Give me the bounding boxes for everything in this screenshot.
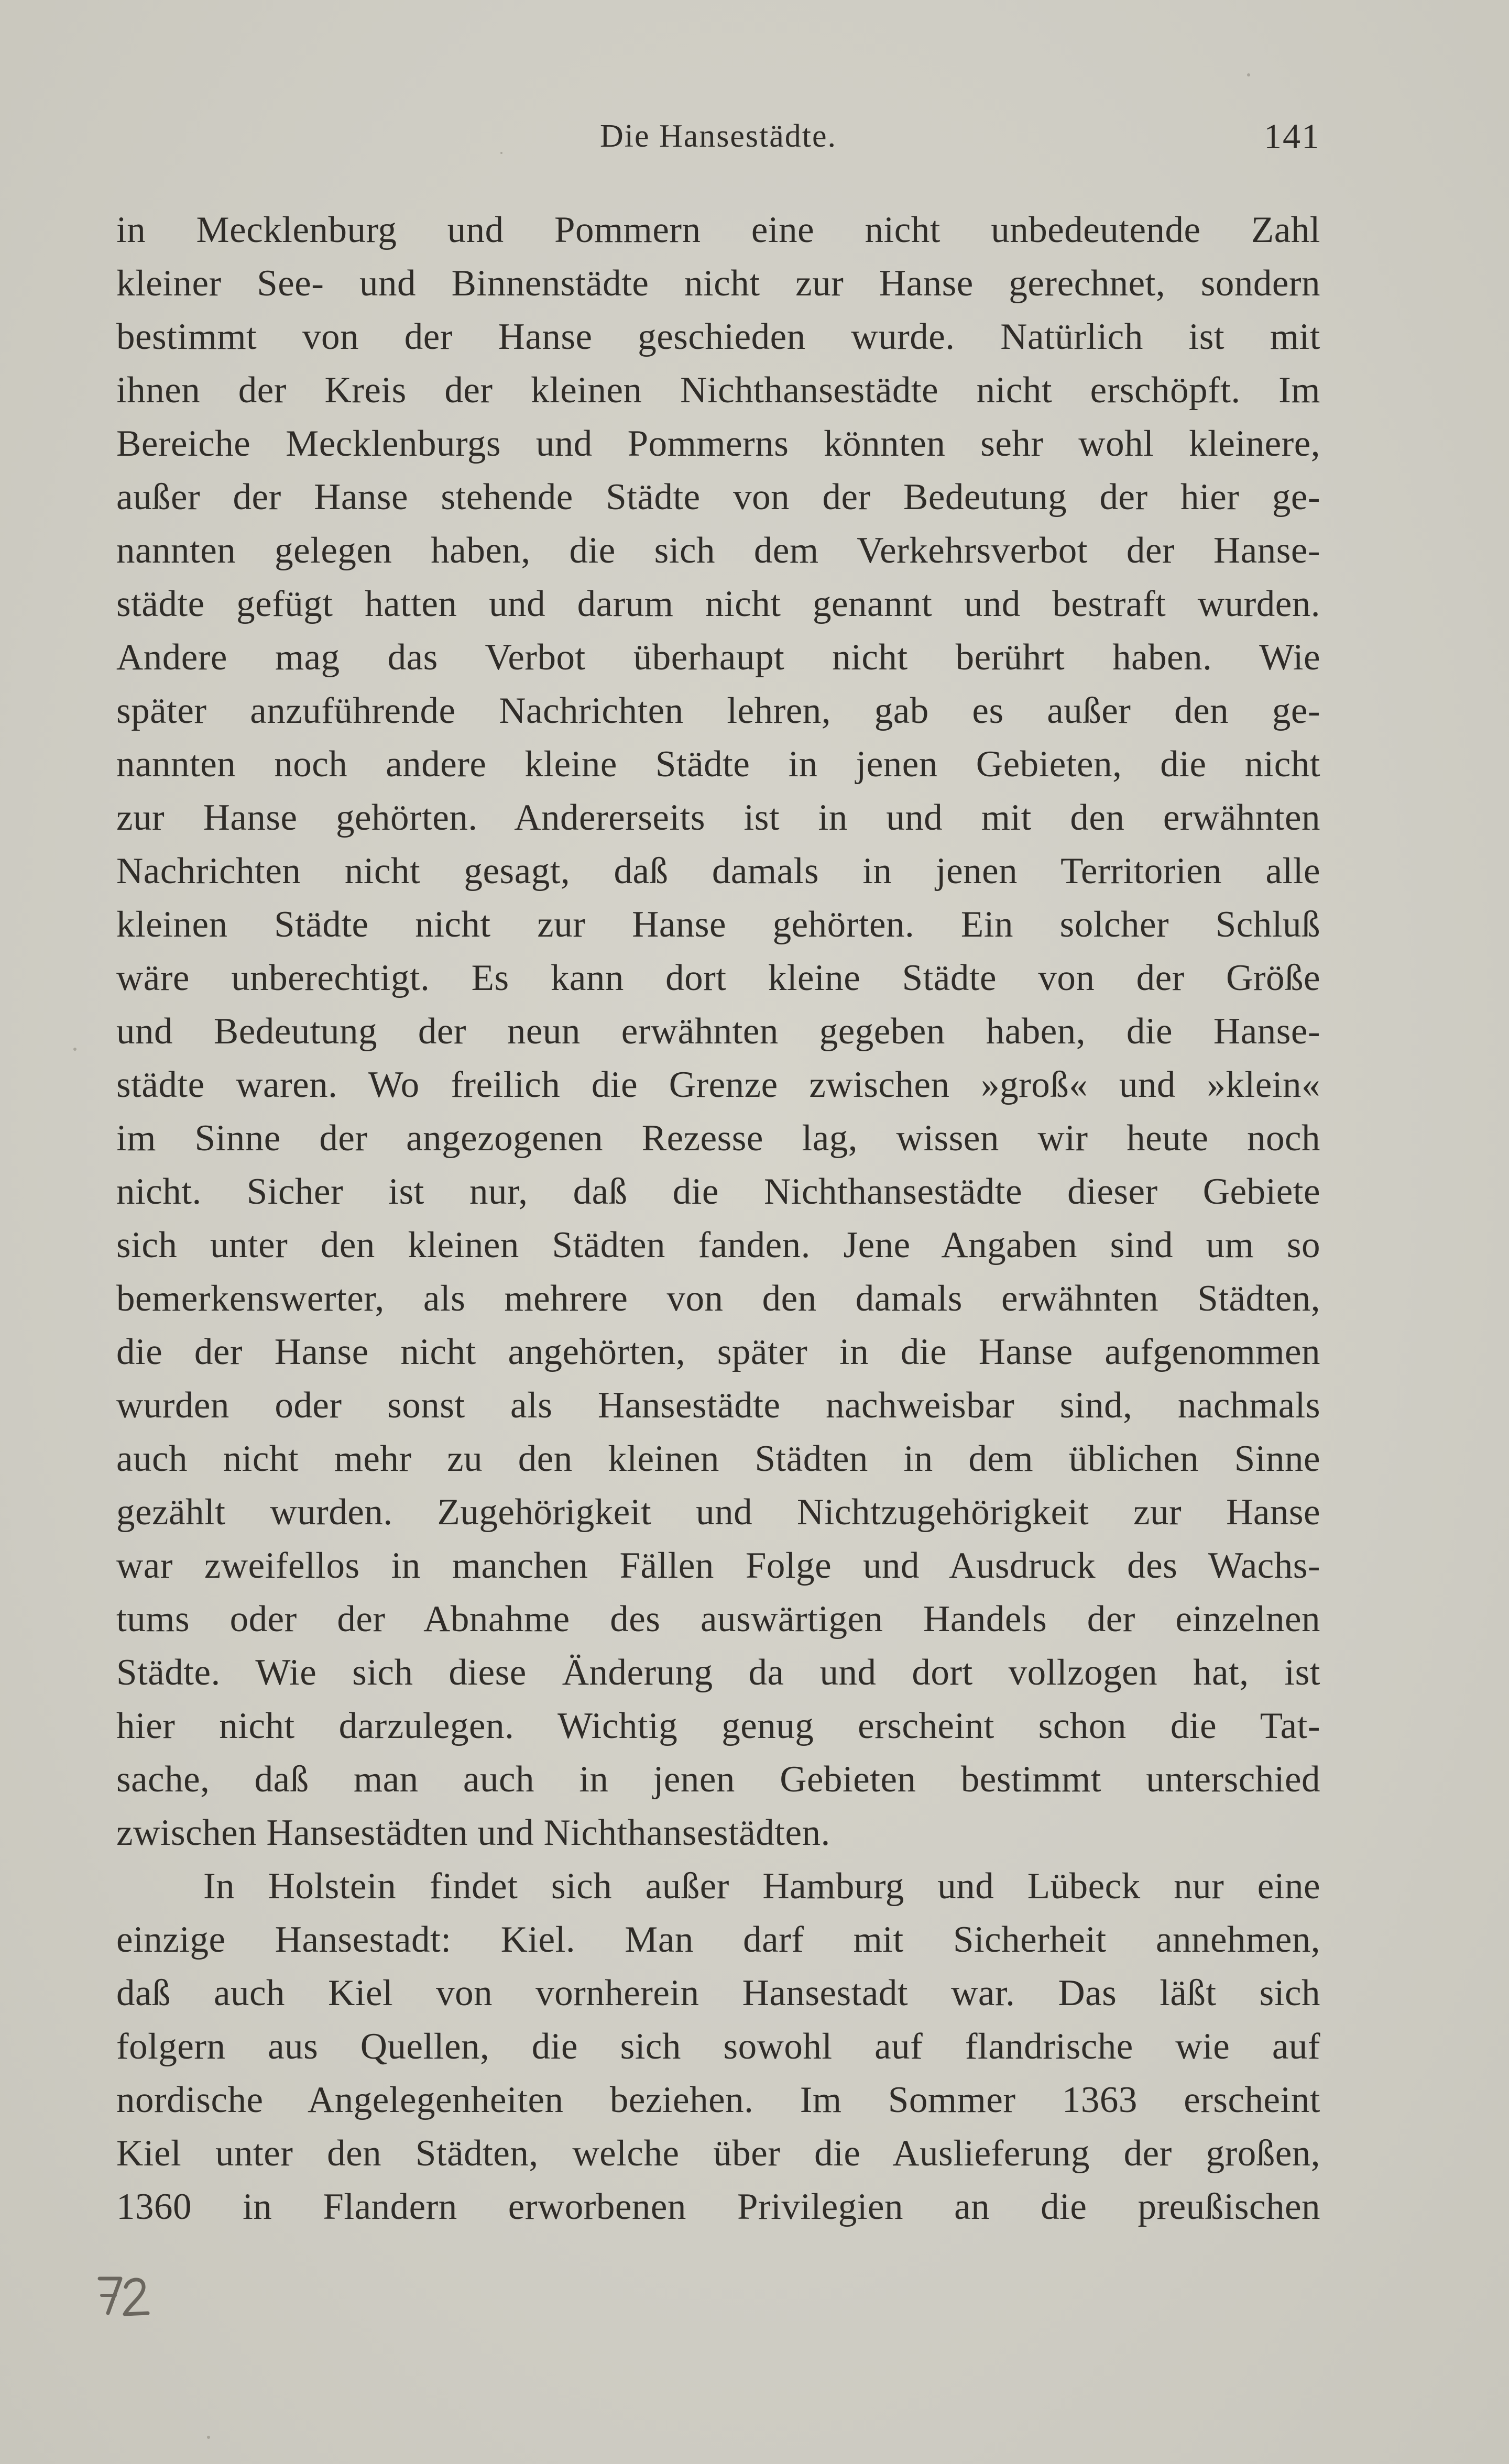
text-line: zwischen Hansestädten und Nichthansestädten.	[116, 1812, 830, 1853]
text-line: Städte. Wie sich diese Änderung da und dort vollzogen hat, ist	[116, 1652, 1320, 1693]
text-line: nicht. Sicher ist nur, daß die Nichthansestädte dieser Gebiete	[116, 1171, 1320, 1212]
paper-speck	[1247, 73, 1250, 76]
text-line: bemerkenswerter, als mehrere von den damals erwähnten Städten,	[116, 1278, 1320, 1319]
handwritten-page-mark	[92, 2263, 155, 2326]
paragraph	[116, 203, 1320, 1860]
paper-speck	[73, 1048, 76, 1051]
text-line: städte gefügt hatten und darum nicht genannt und bestraft wurden.	[116, 584, 1320, 624]
text-line: außer der Hanse stehende Städte von der Bedeutung der hier ge-	[116, 477, 1320, 518]
text-line: Bereiche Mecklenburgs und Pommerns könnten sehr wohl kleinere,	[116, 423, 1320, 464]
text-line: bestimmt von der Hanse geschieden wurde. Natürlich ist mit	[116, 316, 1320, 357]
paper-speck	[500, 152, 502, 154]
text-line: im Sinne der angezogenen Rezesse lag, wissen wir heute noch	[116, 1118, 1320, 1159]
text-line: gezählt wurden. Zugehörigkeit und Nichtzugehörigkeit zur Hanse	[116, 1492, 1320, 1533]
text-line: nannten noch andere kleine Städte in jenen Gebieten, die nicht	[116, 744, 1320, 785]
text-line: folgern aus Quellen, die sich sowohl auf flandrische wie auf	[116, 2026, 1320, 2067]
text-line: wurden oder sonst als Hansestädte nachweisbar sind, nachmals	[116, 1385, 1320, 1426]
text-line: zur Hanse gehörten. Andererseits ist in und mit den erwähnten	[116, 797, 1320, 838]
text-line: sich unter den kleinen Städten fanden. Jene Angaben sind um so	[116, 1225, 1320, 1266]
page-number: 141	[1264, 116, 1320, 156]
text-line: ihnen der Kreis der kleinen Nichthansestädte nicht erschöpft. Im	[116, 370, 1320, 411]
text-line: wäre unberechtigt. Es kann dort kleine Städte von der Größe	[116, 958, 1320, 998]
text-line: Kiel unter den Städten, welche über die Auslieferung der großen,	[116, 2133, 1320, 2174]
text-line: sache, daß man auch in jenen Gebieten bestimmt unterschied	[116, 1759, 1320, 1800]
text-line: In Holstein findet sich außer Hamburg und Lübeck nur eine	[203, 1866, 1320, 1907]
text-line: Nachrichten nicht gesagt, daß damals in jenen Territorien alle	[116, 851, 1320, 892]
text-line: auch nicht mehr zu den kleinen Städten in dem üblichen Sinne	[116, 1438, 1320, 1479]
text-line: städte waren. Wo freilich die Grenze zwischen »groß« und »klein«	[116, 1064, 1320, 1105]
text-line: nordische Angelegenheiten beziehen. Im Sommer 1363 erscheint	[116, 2080, 1320, 2120]
text-line: daß auch Kiel von vornherein Hansestadt war. Das läßt sich	[116, 1973, 1320, 2014]
page-header	[116, 113, 1320, 160]
text-line: und Bedeutung der neun erwähnten gegeben haben, die Hanse-	[116, 1011, 1320, 1052]
text-line: Andere mag das Verbot überhaupt nicht berührt haben. Wie	[116, 637, 1320, 678]
text-line: in Mecklenburg und Pommern eine nicht unbedeutende Zahl	[116, 210, 1320, 250]
text-line: tums oder der Abnahme des auswärtigen Handels der einzelnen	[116, 1599, 1320, 1640]
text-line: kleinen Städte nicht zur Hanse gehörten. Ein solcher Schluß	[116, 904, 1320, 945]
text-line: war zweifellos in manchen Fällen Folge und Ausdruck des Wachs-	[116, 1545, 1320, 1586]
text-line: die der Hanse nicht angehörten, später in die Hanse aufgenommen	[116, 1332, 1320, 1372]
text-line: einzige Hansestadt: Kiel. Man darf mit Sicherheit annehmen,	[116, 1919, 1320, 1960]
paper-speck	[207, 2436, 210, 2439]
text-line: hier nicht darzulegen. Wichtig genug erscheint schon die Tat-	[116, 1706, 1320, 1746]
text-line: später anzuführende Nachrichten lehren, gab es außer den ge-	[116, 690, 1320, 731]
running-title: Die Hansestädte.	[599, 118, 837, 154]
paragraph	[116, 1860, 1320, 2234]
text-line: kleiner See- und Binnenstädte nicht zur Hanse gerechnet, sondern	[116, 263, 1320, 304]
body-text	[116, 203, 1320, 2234]
text-line: nannten gelegen haben, die sich dem Verkehrsverbot der Hanse-	[116, 530, 1320, 571]
text-line: 1360 in Flandern erworbenen Privilegien an die preußischen	[116, 2186, 1320, 2227]
